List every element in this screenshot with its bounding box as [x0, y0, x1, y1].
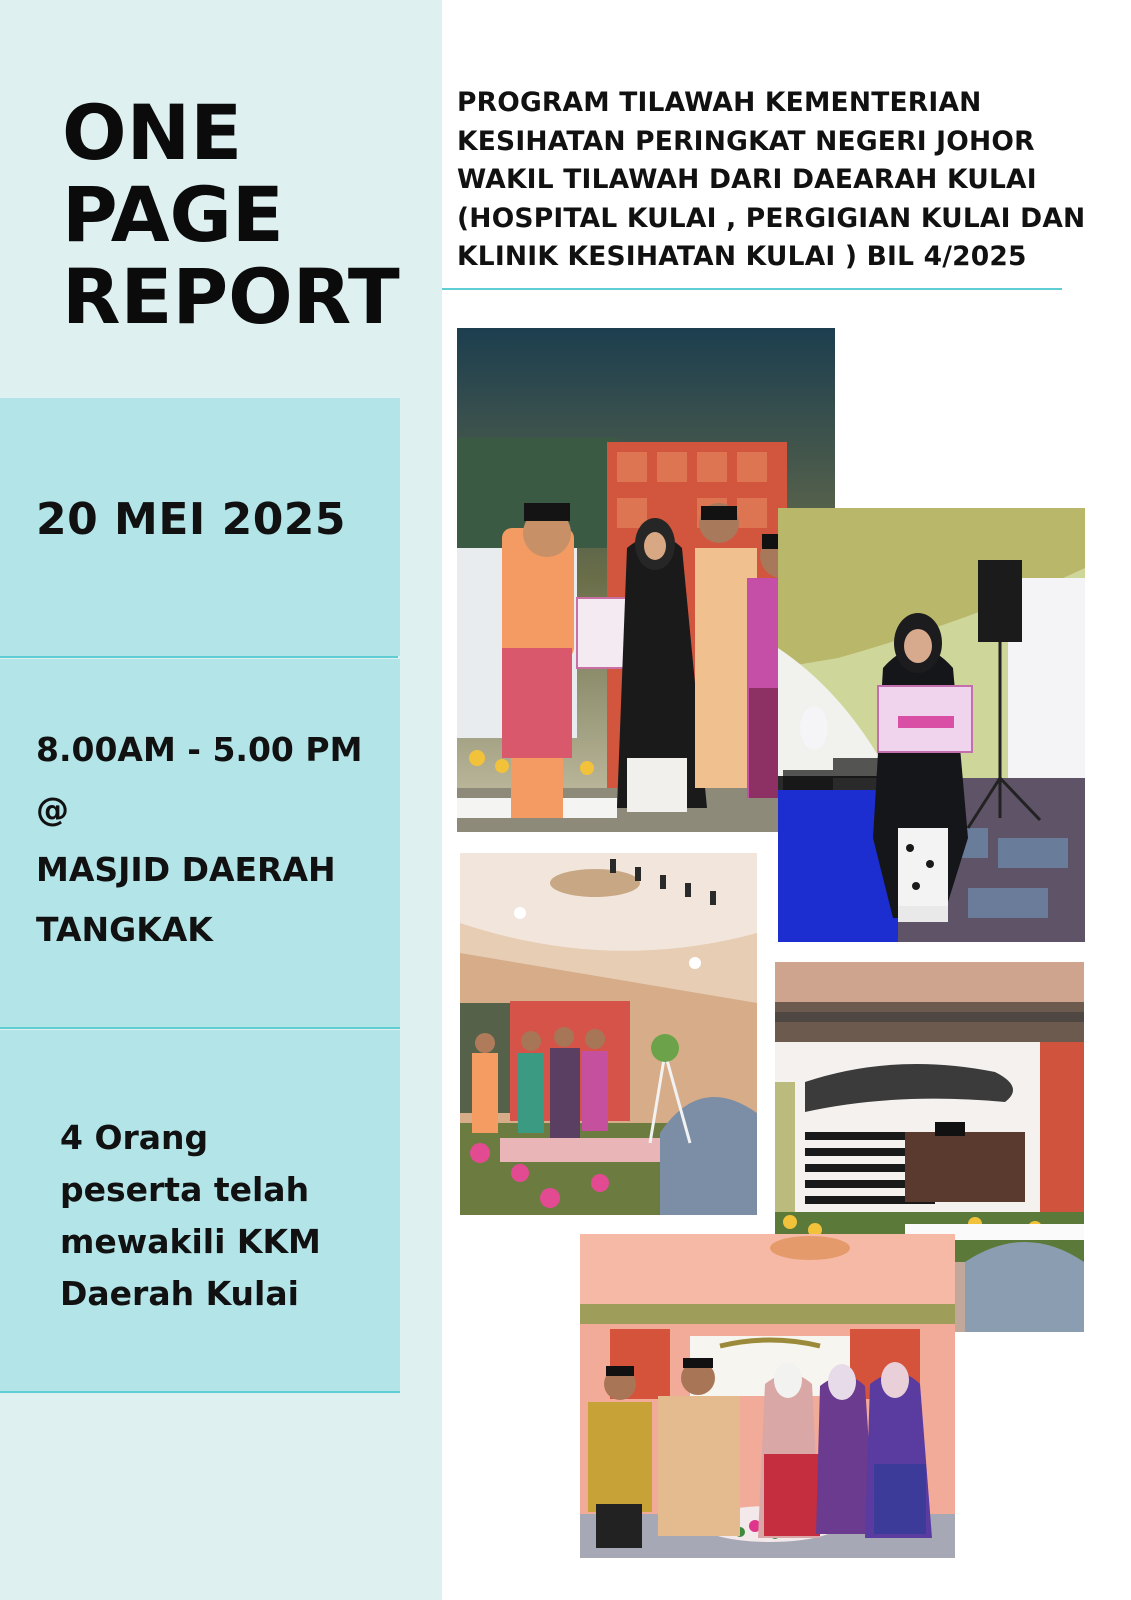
heading-line: (HOSPITAL KULAI , PERGIGIAN KULAI DAN: [457, 202, 1086, 234]
title-line: ONE: [62, 88, 243, 177]
time-venue-line: MASJID DAERAH: [36, 850, 336, 889]
photo-illustration: [580, 1234, 955, 1558]
report-title: [62, 88, 432, 341]
heading-underline: [442, 288, 1062, 290]
participants-line: Daerah Kulai: [60, 1274, 299, 1313]
divider: [0, 1027, 400, 1029]
program-heading: [457, 84, 1117, 277]
photo-illustration: [460, 853, 757, 1215]
time-venue-line: TANGKAK: [36, 910, 213, 949]
event-date: 20 MEI 2025: [36, 494, 347, 545]
heading-line: KESIHATAN PERINGKAT NEGERI JOHOR: [457, 125, 1035, 157]
participants-line: mewakili KKM: [60, 1222, 321, 1261]
participants-line: peserta telah: [60, 1170, 310, 1209]
time-venue-line: 8.00AM - 5.00 PM: [36, 730, 363, 769]
group-participants-photo: [580, 1234, 955, 1558]
title-line: PAGE: [62, 170, 284, 259]
participants-summary: [60, 1112, 380, 1320]
heading-line: KLINIK KESIHATAN KULAI ) BIL 4/2025: [457, 241, 1027, 272]
heading-line: PROGRAM TILAWAH KEMENTERIAN: [457, 87, 982, 118]
photo-illustration: [778, 508, 1085, 942]
title-line: REPORT: [62, 252, 400, 341]
divider: [0, 1391, 400, 1393]
heading-line: WAKIL TILAWAH DARI DAEARAH KULAI: [457, 164, 1037, 195]
participants-line: 4 Orang: [60, 1118, 209, 1157]
stage-presentation-photo: [460, 853, 757, 1215]
time-venue-line: @: [36, 790, 69, 829]
time-venue: [36, 720, 396, 960]
winner-with-certificate-photo: [778, 508, 1085, 942]
divider: [0, 656, 398, 658]
